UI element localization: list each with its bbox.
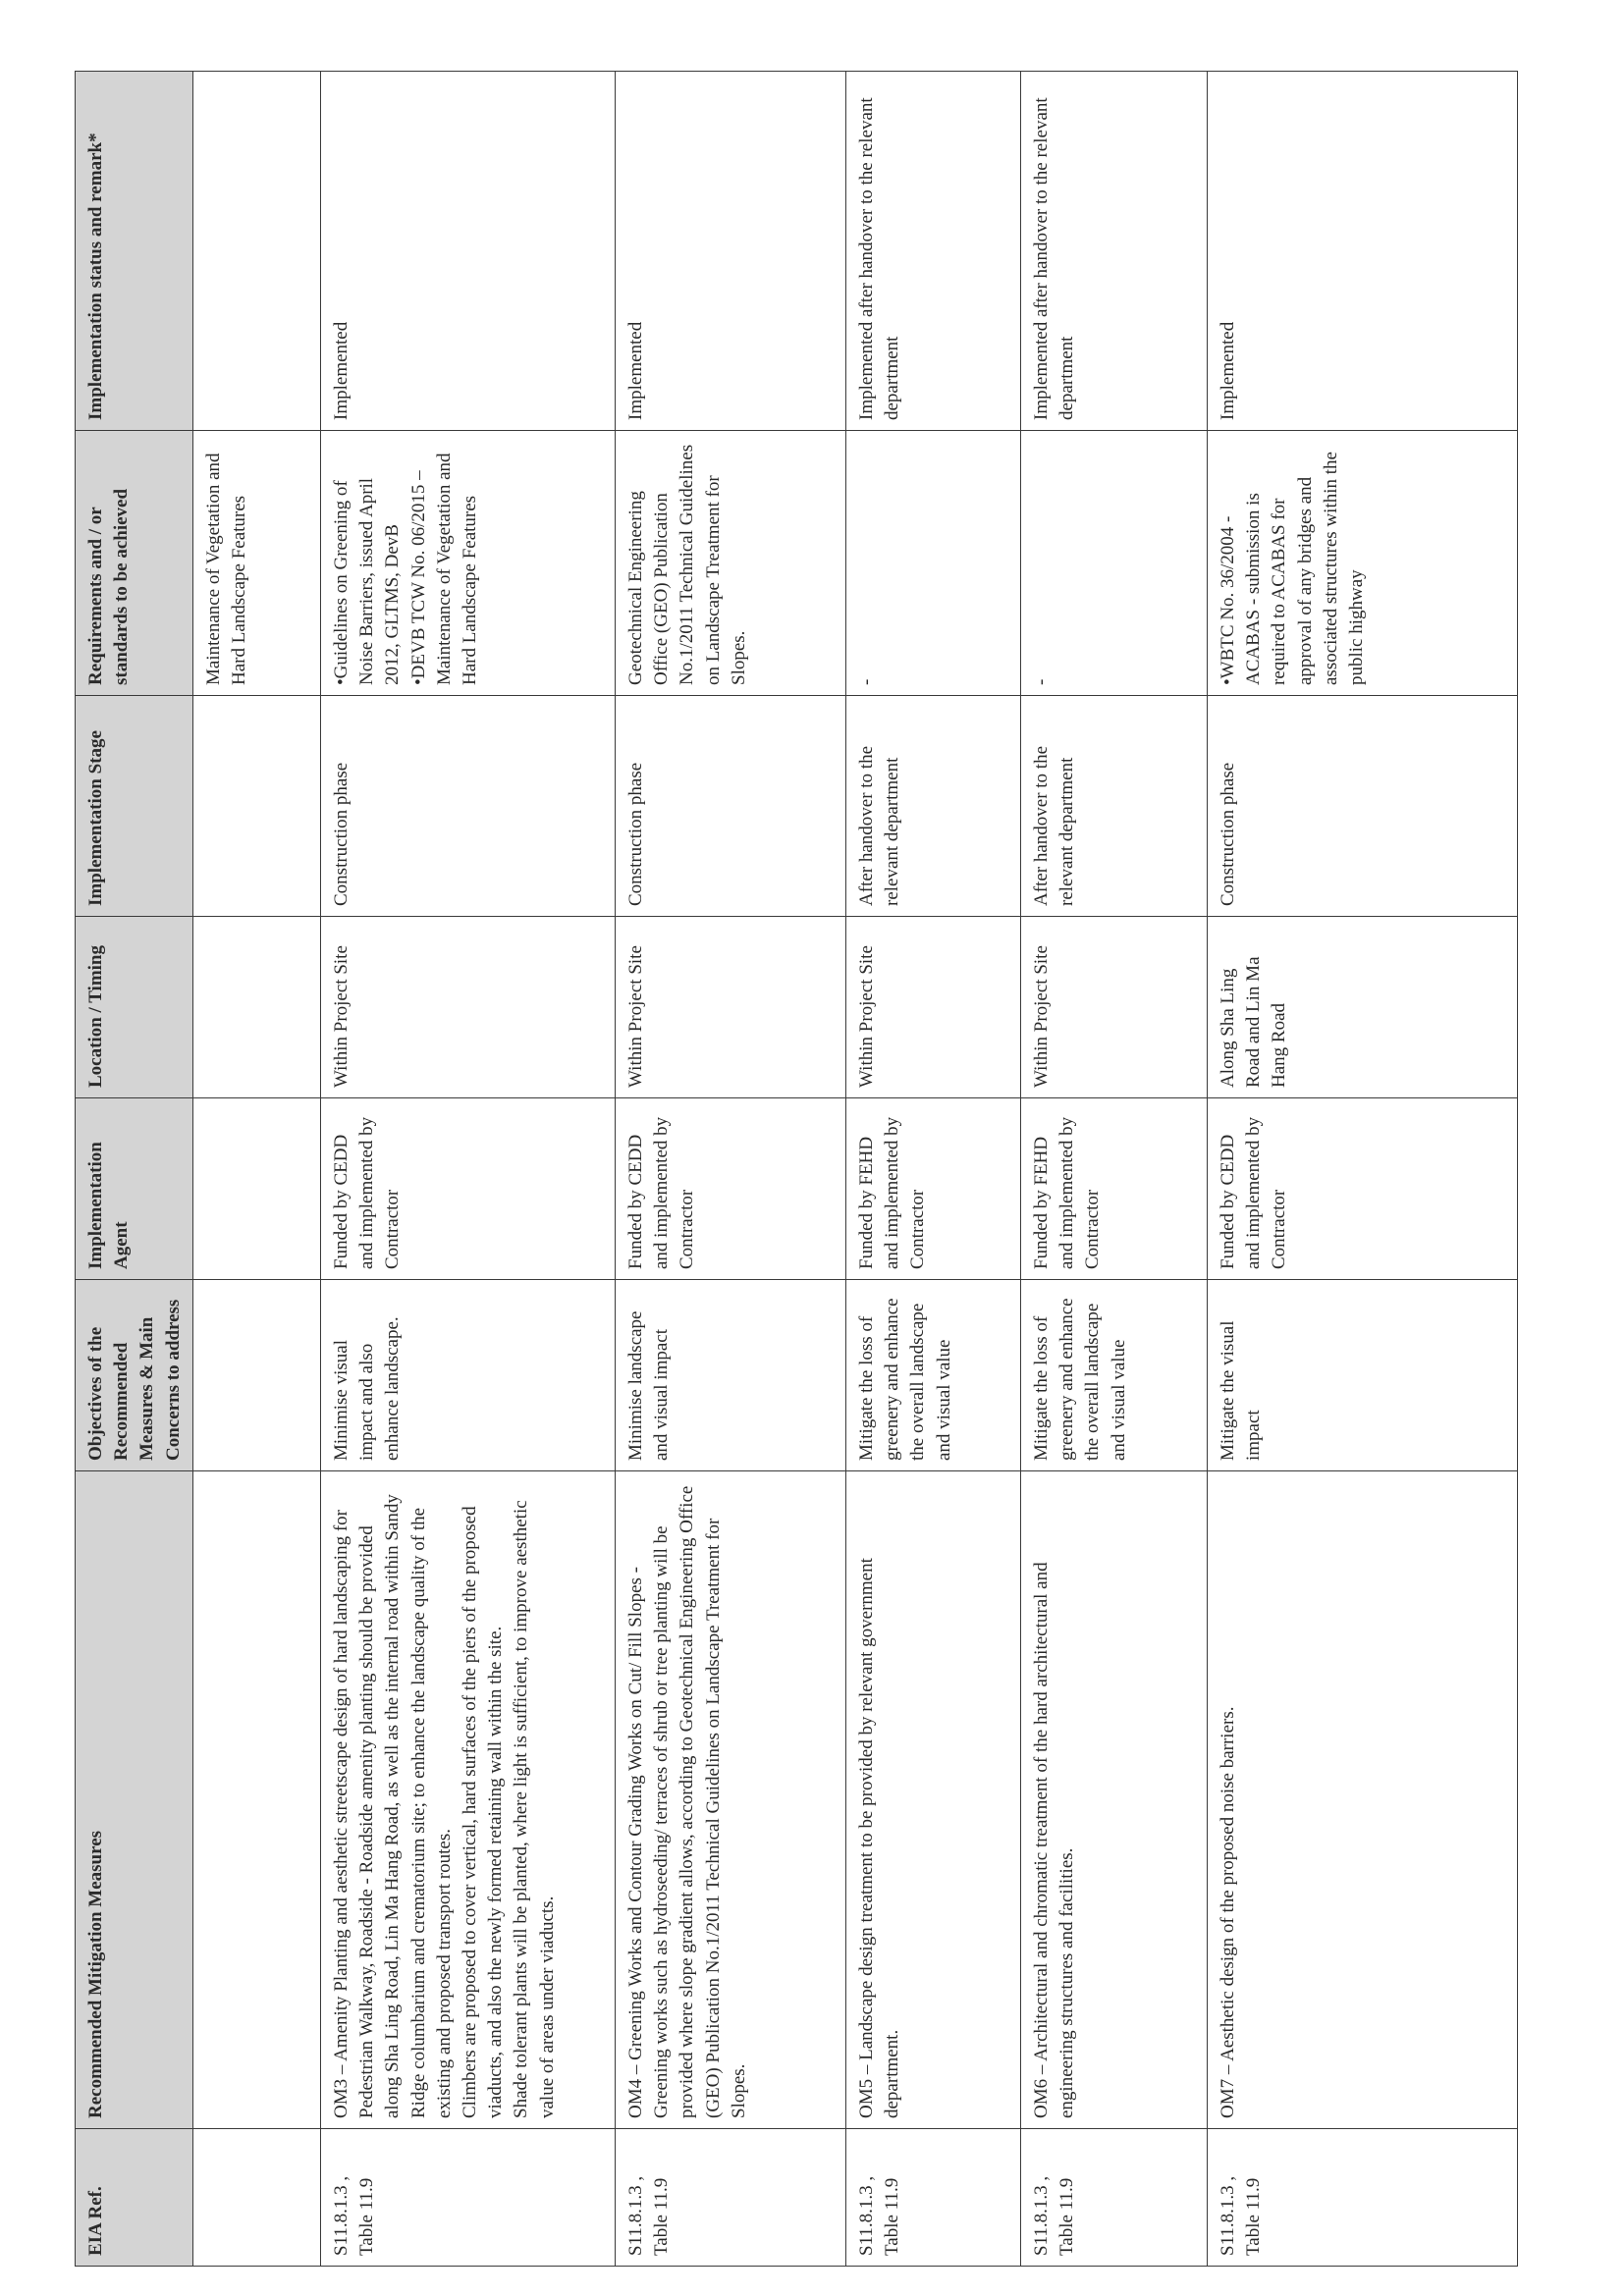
requirement-bullet: • DEVB TCW No. 06/2015 – Maintenance of Vegetation and Hard Landscape Features bbox=[406, 441, 484, 685]
table-row bbox=[1020, 72, 1207, 2267]
table-row bbox=[615, 72, 845, 2267]
cell-requirements: Maintenance of Vegetation and Hard Landscape Features bbox=[192, 431, 320, 696]
cell-stage bbox=[192, 696, 320, 917]
cell-status: Implemented bbox=[320, 72, 615, 431]
measures-paragraph: Climbers are proposed to cover vertical, hard surfaces of the piers of the proposed viaducts, and also the newly formed retaining wall within the site. bbox=[459, 1506, 507, 2118]
cell-stage: Construction phase bbox=[1207, 696, 1517, 917]
cell-stage: After handover to the relevant department bbox=[845, 696, 1020, 917]
cell-location: Within Project Site bbox=[845, 917, 1020, 1098]
header-agent: Implementation Agent bbox=[76, 1098, 193, 1280]
cell-requirements: - bbox=[1020, 431, 1207, 696]
requirement-bullet: • Guidelines on Greening of Noise Barriers, issued April 2012, GLTMS, DevB bbox=[329, 441, 406, 685]
cell-agent: Funded by FEHD and implemented by Contractor bbox=[1020, 1098, 1207, 1280]
cell-location: Within Project Site bbox=[615, 917, 845, 1098]
cell-agent: Funded by FEHD and implemented by Contractor bbox=[845, 1098, 1020, 1280]
cell-location bbox=[192, 917, 320, 1098]
measures-paragraph: OM3 – Amenity Planting and aesthetic streetscape design of hard landscaping for Pedestrian Walkway, Roadside - Roadside amenity planting should be provided along Sha Ling Road, Lin Ma Hang Road, as well as the internal road within Sandy Ridge columbarium and crematorium site; to enhance the landscape quality of the existing and proposed transport routes. bbox=[330, 1494, 455, 2118]
cell-location: Within Project Site bbox=[1020, 917, 1207, 1098]
header-requirements: Requirements and / or standards to be achieved bbox=[76, 431, 193, 696]
cell-measures bbox=[192, 1471, 320, 2129]
cell-measures bbox=[615, 1471, 845, 2129]
table-row bbox=[192, 72, 320, 2267]
cell-eia-ref bbox=[192, 2129, 320, 2267]
cell-agent: Funded by CEDD and implemented by Contractor bbox=[615, 1098, 845, 1280]
measures-paragraph: Shade tolerant plants will be planted, where light is sufficient, to improve aesthetic value of areas under viaducts. bbox=[511, 1500, 558, 2118]
cell-objectives: Mitigate the loss of greenery and enhance the overall landscape and visual value bbox=[845, 1280, 1020, 1471]
cell-objectives: Mitigate the visual impact bbox=[1207, 1280, 1517, 1471]
cell-agent bbox=[192, 1098, 320, 1280]
measures-paragraph: OM4 – Greening Works and Contour Grading Works on Cut/ Fill Slopes - bbox=[624, 1567, 646, 2118]
cell-requirements: - bbox=[845, 431, 1020, 696]
cell-objectives bbox=[192, 1280, 320, 1471]
measures-paragraph: Greening works such as hydroseeding/ terraces of shrub or tree planting will be provided where slope gradient allows, according to Geotechnical Engineering Office (GEO) Publication No.1/2011 Technical Guidelines on Landscape Treatment for Slopes. bbox=[651, 1485, 749, 2118]
cell-eia-ref: S11.8.1.3 , Table 11.9 bbox=[1020, 2129, 1207, 2267]
table-row bbox=[320, 72, 615, 2267]
cell-measures bbox=[320, 1471, 615, 2129]
cell-status: Implemented after handover to the relevant department bbox=[1020, 72, 1207, 431]
cell-status bbox=[192, 72, 320, 431]
cell-stage: Construction phase bbox=[320, 696, 615, 917]
cell-agent: Funded by CEDD and implemented by Contractor bbox=[1207, 1098, 1517, 1280]
cell-stage: After handover to the relevant department bbox=[1020, 696, 1207, 917]
rotated-page bbox=[75, 72, 1518, 2267]
table-row bbox=[845, 72, 1020, 2267]
header-location: Location / Timing bbox=[76, 917, 193, 1098]
cell-status: Implemented bbox=[615, 72, 845, 431]
cell-measures: OM7 – Aesthetic design of the proposed noise barriers. bbox=[1207, 1471, 1517, 2129]
cell-requirements: • WBTC No. 36/2004 - ACABAS - submission is required to ACABAS for approval of any bridges and associated structures within the public highway bbox=[1207, 431, 1517, 696]
cell-status: Implemented bbox=[1207, 72, 1517, 431]
cell-eia-ref: S11.8.1.3 , Table 11.9 bbox=[320, 2129, 615, 2267]
cell-requirements: Geotechnical Engineering Office (GEO) Publication No.1/2011 Technical Guidelines on Landscape Treatment for Slopes. bbox=[615, 431, 845, 696]
cell-objectives: Mitigate the loss of greenery and enhance the overall landscape and visual value bbox=[1020, 1280, 1207, 1471]
header-stage: Implementation Stage bbox=[76, 696, 193, 917]
header-eia-ref: EIA Ref. bbox=[76, 2129, 193, 2267]
cell-location: Along Sha Ling Road and Lin Ma Hang Road bbox=[1207, 917, 1517, 1098]
cell-stage: Construction phase bbox=[615, 696, 845, 917]
header-objectives: Objectives of the Recommended Measures & Main Concerns to address bbox=[76, 1280, 193, 1471]
table-header-row bbox=[76, 72, 193, 2267]
cell-objectives: Minimise visual impact and also enhance landscape. bbox=[320, 1280, 615, 1471]
cell-location: Within Project Site bbox=[320, 917, 615, 1098]
cell-measures: OM5 – Landscape design treatment to be provided by relevant government department. bbox=[845, 1471, 1020, 2129]
mitigation-measures-table bbox=[75, 71, 1518, 2267]
cell-objectives: Minimise landscape and visual impact bbox=[615, 1280, 845, 1471]
cell-measures: OM6 – Architectural and chromatic treatment of the hard architectural and engineering structures and facilities. bbox=[1020, 1471, 1207, 2129]
cell-status: Implemented after handover to the relevant department bbox=[845, 72, 1020, 431]
cell-eia-ref: S11.8.1.3 , Table 11.9 bbox=[1207, 2129, 1517, 2267]
cell-eia-ref: S11.8.1.3 , Table 11.9 bbox=[615, 2129, 845, 2267]
table-row bbox=[1207, 72, 1517, 2267]
cell-eia-ref: S11.8.1.3 , Table 11.9 bbox=[845, 2129, 1020, 2267]
header-status: Implementation status and remark* bbox=[76, 72, 193, 431]
cell-requirements bbox=[320, 431, 615, 696]
header-measures: Recommended Mitigation Measures bbox=[76, 1471, 193, 2129]
cell-agent: Funded by CEDD and implemented by Contractor bbox=[320, 1098, 615, 1280]
